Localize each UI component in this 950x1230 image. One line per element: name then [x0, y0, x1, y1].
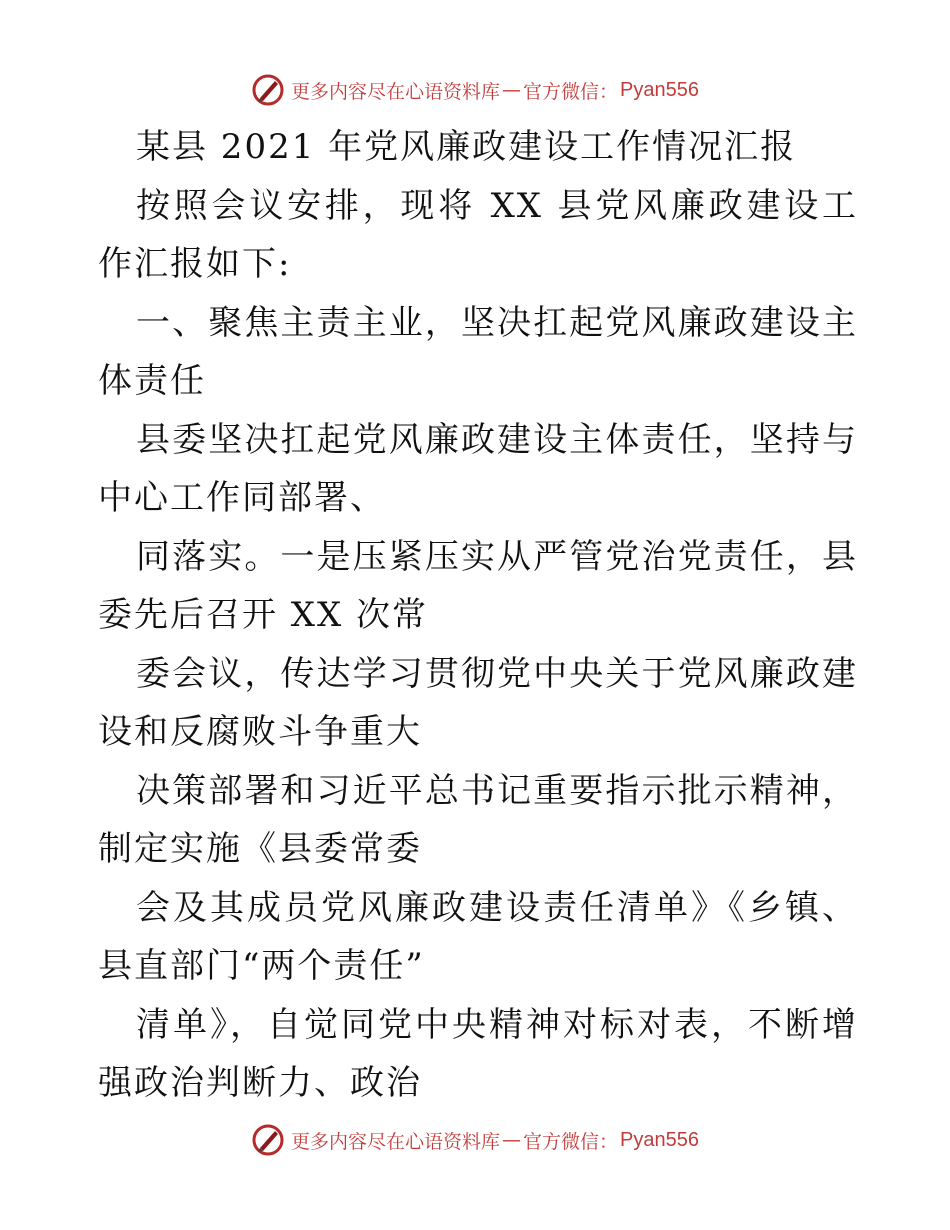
paragraph-4: 同落实。一是压紧压实从严管党治党责任，县委先后召开 XX 次常	[98, 536, 858, 635]
banner-wechat-label: 官方微信：	[523, 1130, 619, 1153]
document-body	[98, 118, 858, 1113]
pen-logo-icon	[251, 1123, 285, 1157]
paragraph-7: 会及其成员党风廉政建设责任清单》《乡镇、县直部门“两个责任”	[98, 887, 858, 986]
header-banner	[0, 70, 950, 110]
footer-banner	[0, 1120, 950, 1160]
banner-text: 更多内容尽在心语资料库	[291, 80, 501, 103]
paragraph-3: 县委坚决扛起党风廉政建设主体责任，坚持与中心工作同部署、	[98, 419, 858, 518]
paragraph-8: 清单》，自觉同党中央精神对标对表，不断增强政治判断力、政治	[98, 1004, 858, 1103]
banner-wechat-id: Pyan556	[620, 78, 699, 101]
paragraph-2: 一、聚焦主责主业，坚决扛起党风廉政建设主体责任	[98, 302, 858, 401]
paragraph-1: 按照会议安排，现将 XX 县党风廉政建设工作汇报如下:	[98, 185, 858, 284]
paragraph-6: 决策部署和习近平总书记重要指示批示精神，制定实施《县委常委	[98, 770, 858, 869]
banner-wechat-label: 官方微信：	[523, 80, 619, 103]
pen-logo-icon	[251, 73, 285, 107]
banner-text: 更多内容尽在心语资料库	[291, 1130, 501, 1153]
banner-dash: —	[502, 1129, 522, 1151]
paragraph-5: 委会议，传达学习贯彻党中央关于党风廉政建设和反腐败斗争重大	[98, 653, 858, 752]
banner-dash: —	[502, 79, 522, 101]
banner-wechat-id: Pyan556	[620, 1128, 699, 1151]
document-title: 某县 2021 年党风廉政建设工作情况汇报	[136, 127, 797, 167]
